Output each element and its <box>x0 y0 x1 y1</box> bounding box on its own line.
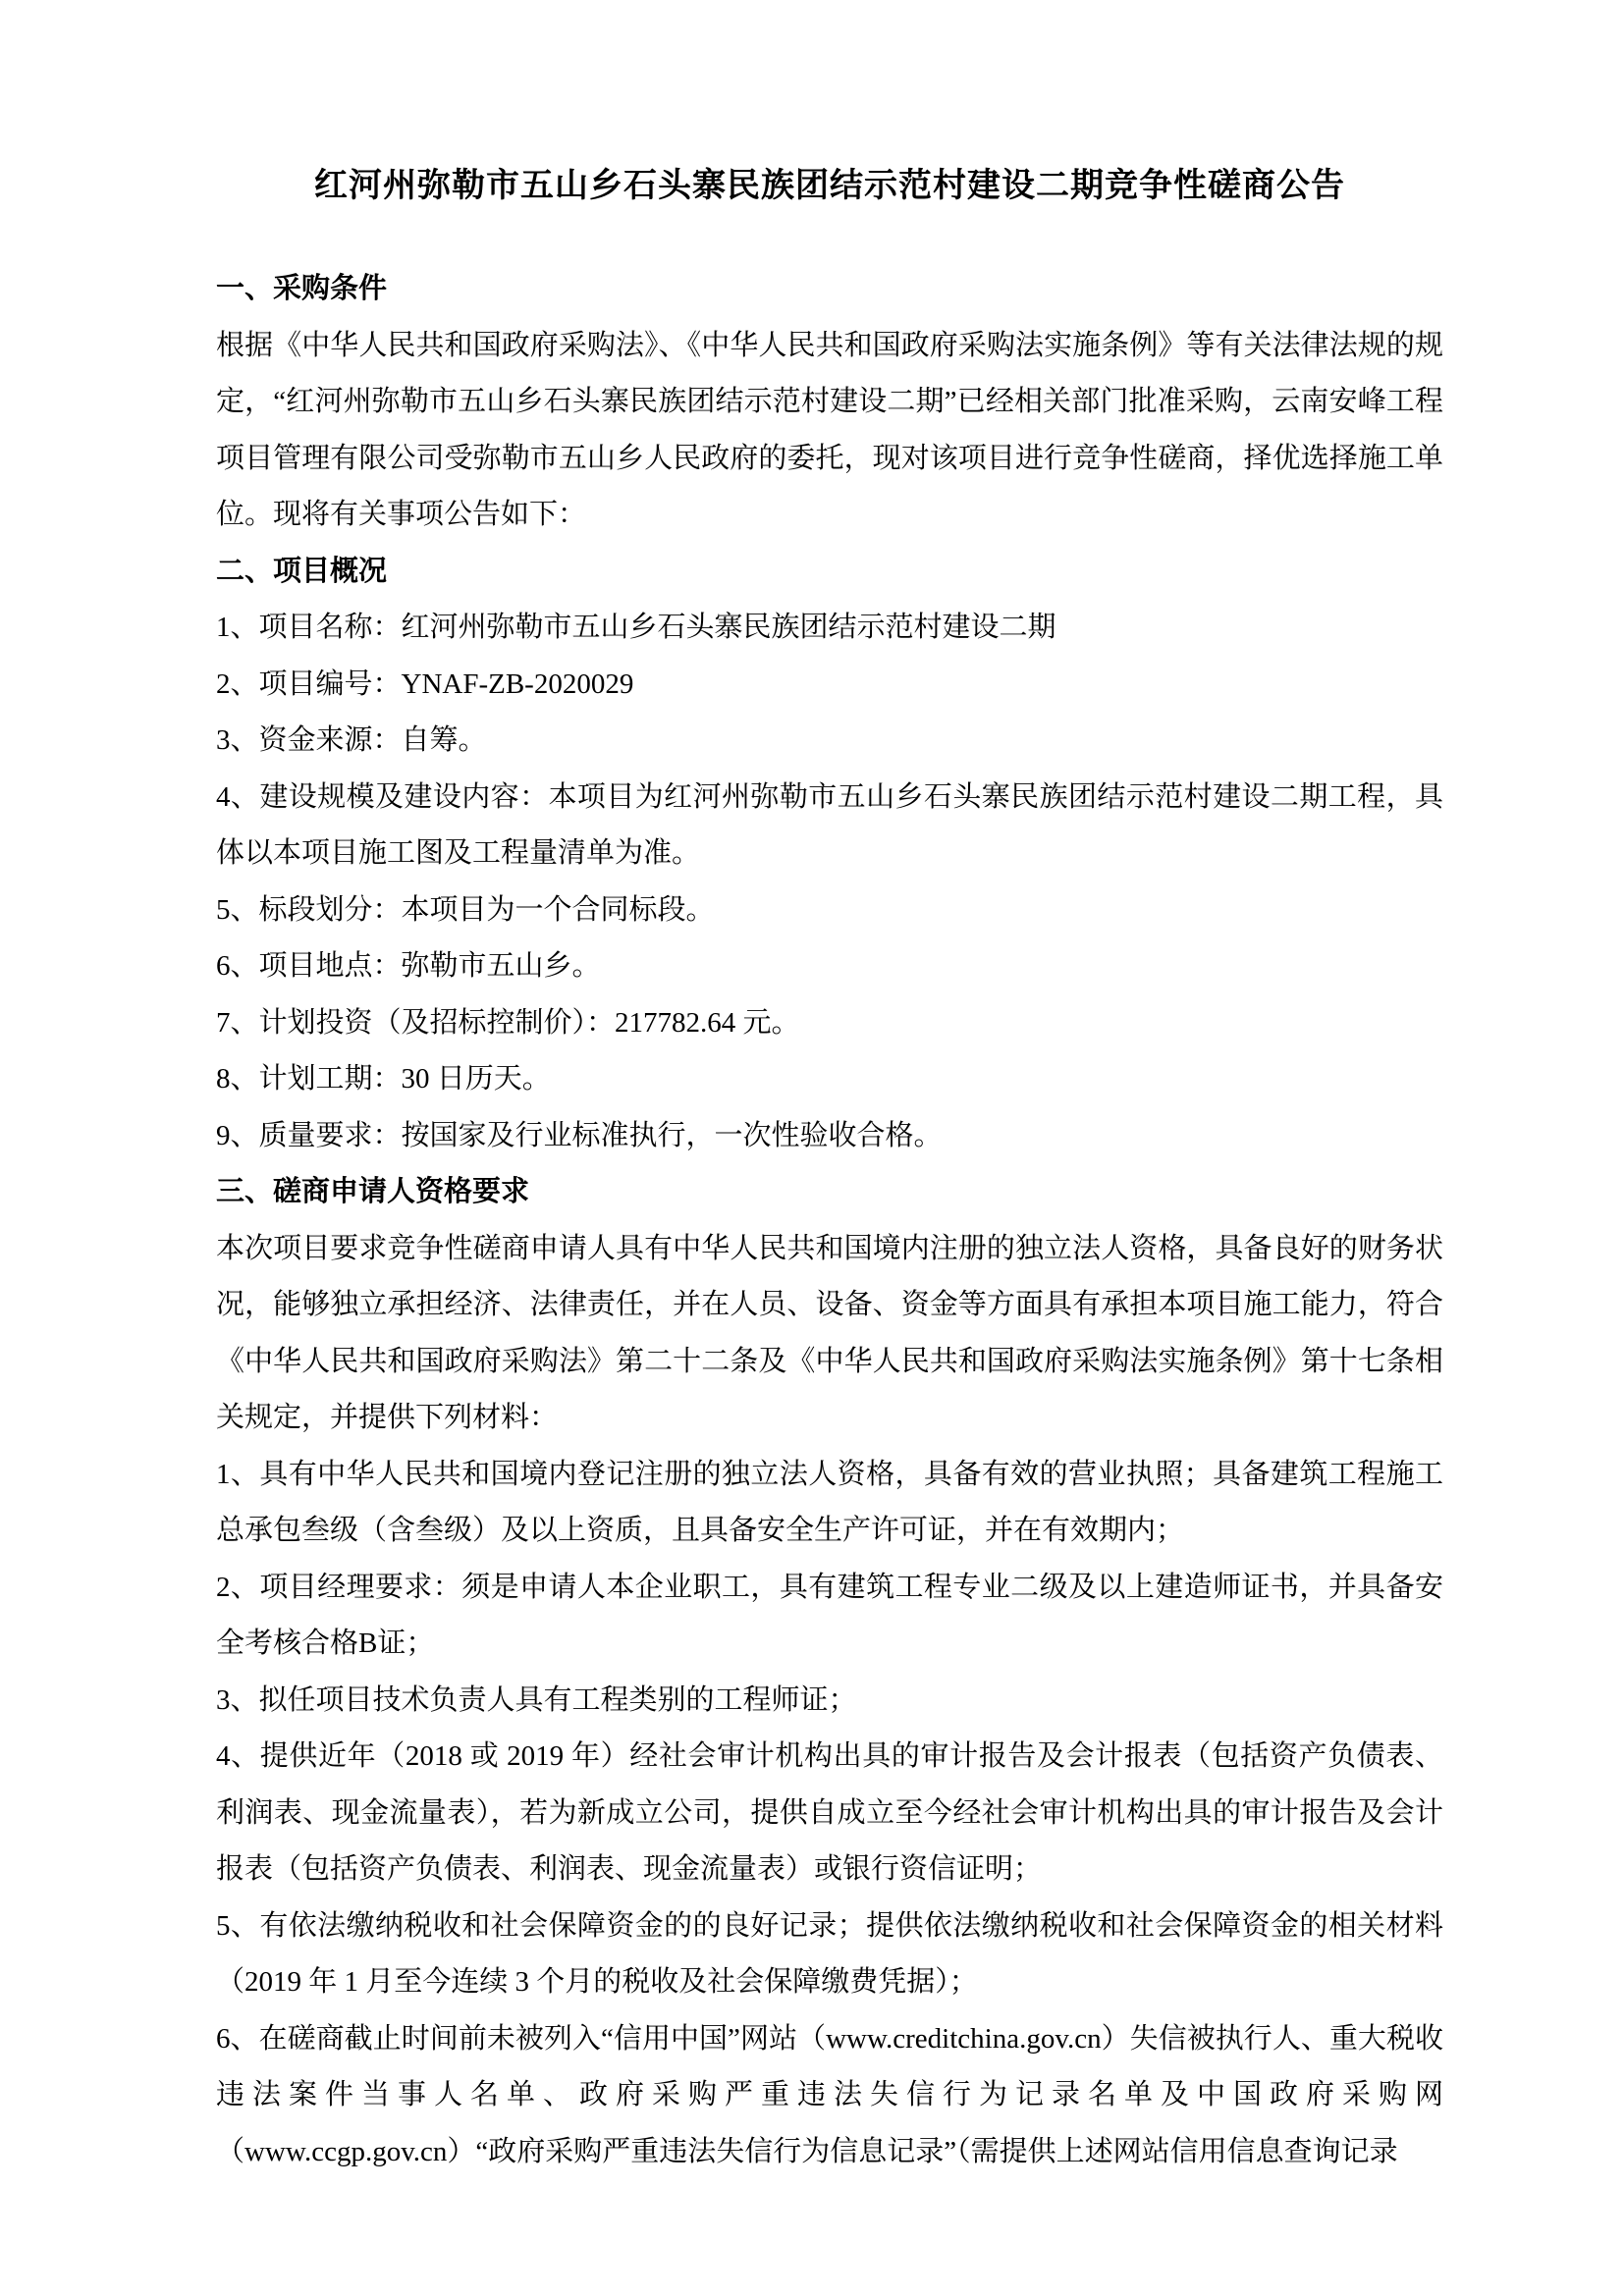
planned-investment-item: 7、计划投资（及招标控制价）：217782.64 元。 <box>216 1006 800 1039</box>
qualification-item-3: 3、拟任项目技术负责人具有工程类别的工程师证； <box>216 1683 857 1716</box>
project-location-item: 6、项目地点：弥勒市五山乡。 <box>216 950 601 982</box>
qualification-item-2: 2、项目经理要求：须是申请人本企业职工，具有建筑工程专业二级及以上建造师证书，并具备安全考核合格B证； <box>216 1571 1443 1659</box>
procurement-conditions-paragraph: 根据《中华人民共和国政府采购法》、《中华人民共和国政府采购法实施条例》等有关法律法规的规定，“红河州弥勒市五山乡石头寨民族团结示范村建设二期”已经相关部门批准采购，云南安峰工程项目管理有限公司受弥勒市五山乡人民政府的委托，现对该项目进行竞争性磋商，择优选择施工单位。现将有关事项公告如下： <box>216 329 1443 530</box>
bid-section-item: 5、标段划分：本项目为一个合同标段。 <box>216 893 715 926</box>
qualification-item-4: 4、提供近年（2018 或 2019 年）经社会审计机构出具的审计报告及会计报表（包括资产负债表、利润表、现金流量表），若为新成立公司，提供自成立至今经社会审计机构出具的审计报告及会计报表（包括资产负债表、利润表、现金流量表）或银行资信证明； <box>216 1740 1443 1885</box>
funding-source-item: 3、资金来源：自筹。 <box>216 724 487 756</box>
project-name-item: 1、项目名称：红河州弥勒市五山乡石头寨民族团结示范村建设二期 <box>216 612 1056 643</box>
project-number-item: 2、项目编号：YNAF-ZB-2020029 <box>216 667 634 700</box>
construction-scope-item: 4、建设规模及建设内容：本项目为红河州弥勒市五山乡石头寨民族团结示范村建设二期工程，具体以本项目施工图及工程量清单为准。 <box>216 780 1443 869</box>
section-heading-project-overview: 二、项目概况 <box>216 555 388 587</box>
qualification-item-1: 1、具有中华人民共和国境内登记注册的独立法人资格，具备有效的营业执照；具备建筑工程施工总承包叁级（含叁级）及以上资质，且具备安全生产许可证，并在有效期内； <box>216 1458 1443 1546</box>
planned-duration-item: 8、计划工期：30 日历天。 <box>216 1063 551 1095</box>
section-heading-procurement-conditions: 一、采购条件 <box>216 273 388 304</box>
qualification-item-5: 5、有依法缴纳税收和社会保障资金的的良好记录；提供依法缴纳税收和社会保障资金的相关材料（2019 年 1 月至今连续 3 个月的税收及社会保障缴费凭据）； <box>216 1909 1443 1998</box>
qualification-item-6: 6、在磋商截止时间前未被列入“信用中国”网站（www.creditchina.gov.cn）失信被执行人、重大税收违法案件当事人名单、政府采购严重违法失信行为记录名单及中国政府采购网（www.ccgp.gov.cn）“政府采购严重违法失信行为信息记录”（需提供上述网站信用信息查询记录 <box>216 2022 1443 2167</box>
quality-requirement-item: 9、质量要求：按国家及行业标准执行，一次性验收合格。 <box>216 1119 943 1151</box>
document-title: 红河州弥勒市五山乡石头寨民族团结示范村建设二期竞争性磋商公告 <box>314 168 1345 204</box>
document-content <box>216 0 1443 2180</box>
qualification-intro-paragraph: 本次项目要求竞争性磋商申请人具有中华人民共和国境内注册的独立法人资格，具备良好的财务状况，能够独立承担经济、法律责任，并在人员、设备、资金等方面具有承担本项目施工能力，符合《中华人民共和国政府采购法》第二十二条及《中华人民共和国政府采购法实施条例》第十七条相关规定，并提供下列材料： <box>216 1232 1443 1433</box>
section-heading-applicant-qualifications: 三、磋商申请人资格要求 <box>216 1176 530 1207</box>
